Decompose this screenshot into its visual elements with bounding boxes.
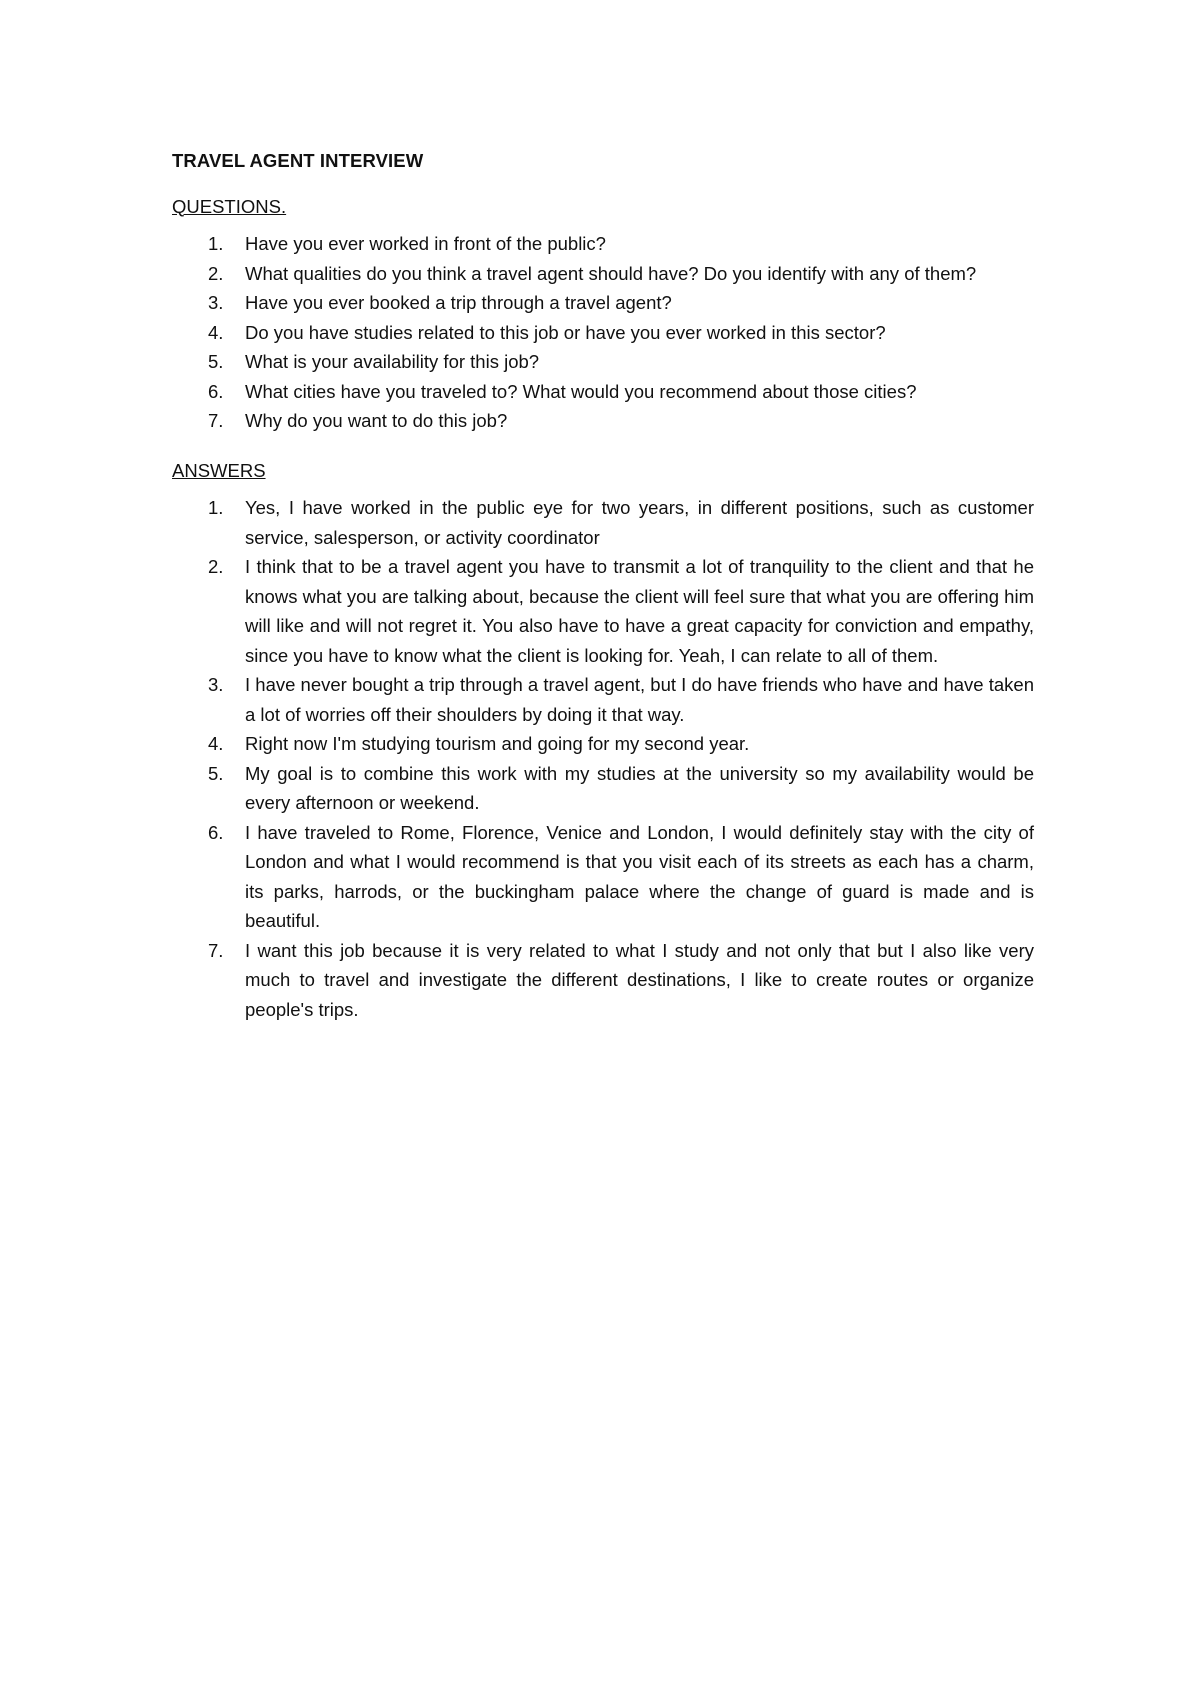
question-item [172,318,1034,348]
question-number: 1. [208,233,224,254]
answer-item [172,729,1034,759]
question-text: Why do you want to do this job? [245,410,508,431]
question-number: 6. [208,380,224,402]
answer-text: I have never bought a trip through a travel agent, but I do have friends who have and have taken a lot of worries off their shoulders by doing it that way. [245,674,1034,725]
answer-text: Right now I'm studying tourism and going for my second year. [245,733,750,754]
answer-number: 7. [208,939,224,961]
answer-item [172,670,1034,729]
question-text: What qualities do you think a travel agent should have? Do you identify with any of them? [245,262,977,284]
answers-heading: ANSWERS [172,459,266,481]
answer-text: My goal is to combine this work with my studies at the university so my availability would be every afternoon or weekend. [245,762,1034,813]
document-body [172,146,1034,1044]
question-item [172,347,1034,377]
answer-item [172,493,1034,552]
answer-text: I have traveled to Rome, Florence, Venice and London, I would definitely stay with the city of London and what I would recommend is that you visit each of its streets as each has a charm, its parks, harrods, or the buckingham palace where the change of guard is made and is beautiful. [245,821,1034,931]
answer-text: I think that to be a travel agent you have to transmit a lot of tranquility to the client and that he knows what you are talking about, because the client will feel sure that what you are offering him will like and will not regret it. You also have to have a great capacity for conviction and empathy, since you have to know what the client is looking for. Yeah, I can relate to all of them. [245,556,1034,666]
answer-number: 4. [208,733,224,754]
question-text: What is your availability for this job? [245,351,540,372]
question-text: Have you ever worked in front of the public? [245,233,606,254]
answer-number: 2. [208,556,224,577]
answer-number: 6. [208,821,224,843]
document-title: TRAVEL AGENT INTERVIEW [172,150,424,171]
answer-number: 1. [208,497,224,518]
answer-item [172,818,1034,936]
answer-item [172,936,1034,1025]
question-number: 5. [208,351,224,372]
answer-number: 5. [208,762,224,784]
question-item [172,259,1034,289]
question-item [172,377,1034,407]
answer-number: 3. [208,674,224,695]
question-text: What cities have you traveled to? What would you recommend about those cities? [245,380,917,402]
question-number: 3. [208,292,224,313]
questions-heading: QUESTIONS. [172,195,287,217]
question-number: 2. [208,262,224,284]
question-text: Have you ever booked a trip through a travel agent? [245,292,672,313]
answer-item [172,552,1034,670]
answer-item [172,759,1034,818]
question-number: 7. [208,410,224,431]
question-text: Do you have studies related to this job or have you ever worked in this sector? [245,321,886,343]
question-item [172,288,1034,318]
answer-text: Yes, I have worked in the public eye for two years, in different positions, such as customer service, salesperson, or activity coordinator [245,497,1034,548]
question-item [172,406,1034,436]
answer-text: I want this job because it is very related to what I study and not only that but I also like very much to travel and investigate the different destinations, I like to create routes or organize people's trips. [245,939,1034,1020]
answers-list [172,493,1034,1024]
question-number: 4. [208,321,224,343]
questions-list [172,229,1034,436]
question-item [172,229,1034,259]
